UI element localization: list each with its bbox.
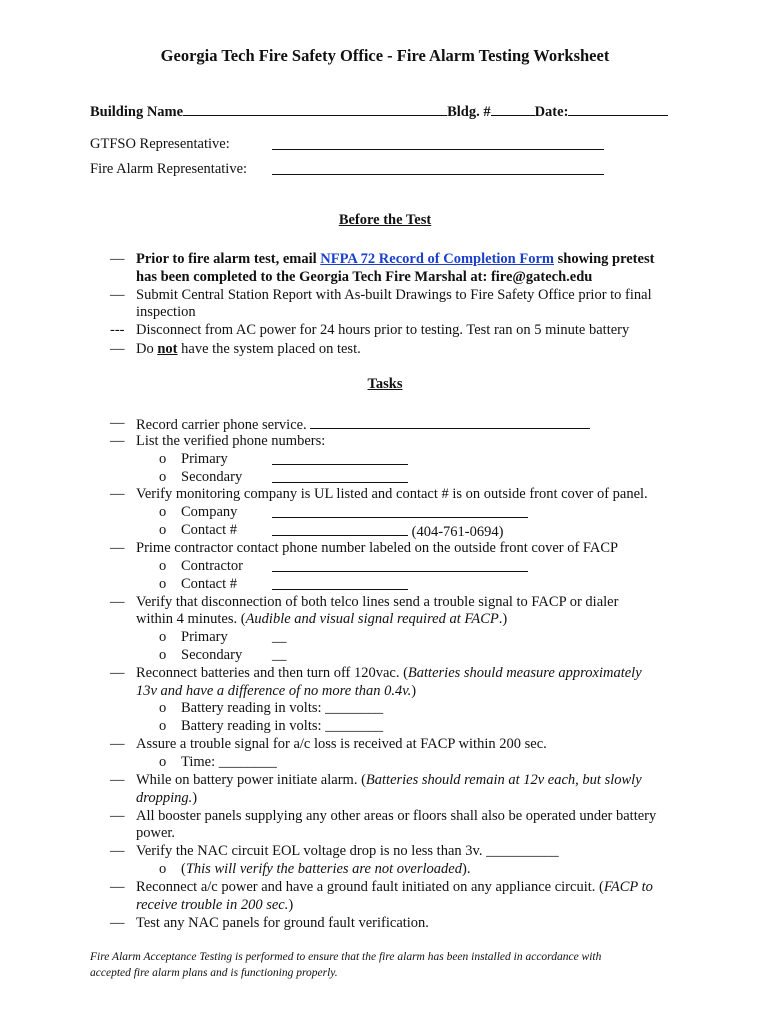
bldg-number-label: Bldg. # [447, 104, 491, 120]
fire-alarm-rep-field[interactable] [272, 161, 604, 175]
ground-fault-text: Reconnect a/c power and have a ground fault initiated on any appliance circuit. ( [136, 879, 604, 895]
task-reconnect-line2 [136, 683, 416, 700]
dash-bullet: --- [110, 322, 125, 338]
nac-note-open: ( [181, 861, 186, 877]
task-ground-fault [136, 879, 653, 896]
monitoring-contact-field[interactable] [272, 522, 408, 536]
task-booster: All booster panels supplying any other areas or floors shall also be operated under battery [136, 808, 657, 824]
dash-bullet: — [110, 843, 125, 859]
telco-secondary-label: Secondary [181, 647, 243, 663]
dash-bullet: — [110, 736, 125, 752]
nac-note-close: ). [461, 861, 471, 877]
sub-bullet: o [159, 522, 167, 538]
dash-bullet: — [110, 540, 125, 556]
dash-bullet: — [110, 808, 125, 824]
sub-bullet: o [159, 647, 167, 663]
task-battery-alarm [136, 772, 642, 789]
date-label: Date: [534, 104, 569, 120]
company-label: Company [181, 504, 238, 520]
company-field[interactable] [272, 504, 528, 518]
dash-bullet: — [110, 594, 125, 610]
sub-bullet: o [159, 558, 167, 574]
sub-bullet: o [159, 718, 167, 734]
ground-fault-end: ) [288, 897, 294, 913]
task-nac-panels: Test any NAC panels for ground fault verification. [136, 915, 429, 931]
gtfso-field[interactable] [272, 136, 604, 150]
building-name-field[interactable] [183, 102, 447, 116]
sub-bullet: o [159, 754, 167, 770]
dash-bullet: — [110, 879, 125, 895]
telco-primary-field[interactable]: __ [272, 629, 287, 645]
primary-phone-field[interactable] [272, 451, 408, 465]
dash-bullet: — [110, 251, 125, 267]
sub-bullet: o [159, 451, 167, 467]
battery-alarm-end: ) [192, 790, 198, 806]
secondary-phone-field[interactable] [272, 469, 408, 483]
task-battery-alarm-line2 [136, 790, 197, 807]
date-field[interactable] [568, 102, 668, 116]
telco-line2-note: Audible and visual signal required at FACP [245, 611, 499, 627]
tasks-heading: Tasks [367, 376, 403, 392]
task-telco: Verify that disconnection of both telco lines send a trouble signal to FACP or dialer [136, 594, 619, 610]
sub-bullet: o [159, 576, 167, 592]
reconnect-end: ) [411, 683, 417, 699]
contractor-contact-field[interactable] [272, 576, 408, 590]
dash-bullet: — [110, 415, 125, 431]
telco-primary-label: Primary [181, 629, 228, 645]
gtfso-label: GTFSO Representative: [90, 136, 230, 152]
nac-note [181, 861, 470, 878]
primary-phone-label: Primary [181, 451, 228, 467]
battery-reading-1[interactable]: Battery reading in volts: ________ [181, 700, 384, 716]
telco-secondary-field[interactable]: __ [272, 647, 287, 663]
nac-note-text: This will verify the batteries are not overloaded [185, 861, 462, 877]
before-item-2-line2: inspection [136, 304, 196, 320]
task-ac-loss: Assure a trouble signal for a/c loss is received at FACP within 200 sec. [136, 736, 547, 752]
before-item-4-emphasis: not [157, 341, 178, 357]
fire-alarm-rep-label: Fire Alarm Representative: [90, 161, 248, 177]
battery-alarm-text: While on battery power initiate alarm. ( [136, 772, 366, 788]
before-item-4-text: Do [136, 341, 158, 357]
dash-bullet: — [110, 665, 125, 681]
footer-line-2: accepted fire alarm plans and is functioning properly. [90, 967, 338, 979]
task-telco-line2 [136, 611, 507, 628]
task-booster-line2: power. [136, 825, 176, 841]
monitoring-contact-phone: (404-761-0694) [411, 524, 504, 540]
battery-alarm-note: Batteries should remain at 12v each, but slowly [365, 772, 642, 788]
bldg-number-field[interactable] [491, 102, 535, 116]
task-ground-fault-line2 [136, 897, 293, 914]
sub-bullet: o [159, 700, 167, 716]
task-monitoring: Verify monitoring company is UL listed and contact # is on outside front cover of panel. [136, 486, 648, 502]
task-reconnect-batteries [136, 665, 642, 682]
before-item-2: Submit Central Station Report with As-built Drawings to Fire Safety Office prior to final [136, 287, 652, 303]
page-title: Georgia Tech Fire Safety Office - Fire Alarm Testing Worksheet [160, 46, 610, 65]
before-item-1 [136, 251, 654, 268]
dash-bullet: — [110, 433, 125, 449]
before-item-1-text-end: showing pretest [553, 251, 655, 267]
task-phones: List the verified phone numbers: [136, 433, 326, 449]
sub-bullet: o [159, 861, 167, 877]
ground-fault-note: FACP to [603, 879, 653, 895]
dash-bullet: — [110, 341, 125, 357]
task-prime-contractor: Prime contractor contact phone number labeled on the outside front cover of FACP [136, 540, 619, 556]
contractor-label: Contractor [181, 558, 244, 574]
secondary-phone-label: Secondary [181, 469, 243, 485]
footer-note [90, 949, 690, 981]
footer-line-1: Fire Alarm Acceptance Testing is performed to ensure that the fire alarm has been installed in accordance with [90, 951, 602, 963]
dash-bullet: — [110, 915, 125, 931]
sub-bullet: o [159, 504, 167, 520]
before-item-1-text: Prior to fire alarm test, email [136, 251, 321, 267]
telco-line2-end: .) [498, 611, 508, 627]
battery-reading-2[interactable]: Battery reading in volts: ________ [181, 718, 384, 734]
dash-bullet: — [110, 772, 125, 788]
sub-bullet: o [159, 469, 167, 485]
time-field[interactable]: Time: ________ [181, 754, 277, 770]
reconnect-note: Batteries should measure approximately [407, 665, 642, 681]
sub-bullet: o [159, 629, 167, 645]
before-item-4 [136, 341, 361, 358]
building-name-row [90, 102, 668, 121]
contractor-contact-label: Contact # [181, 576, 237, 592]
battery-alarm-note-2: dropping. [136, 790, 193, 806]
task-nac-voltage: Verify the NAC circuit EOL voltage drop is no less than 3v. __________ [136, 843, 559, 859]
ground-fault-note-2: receive trouble in 200 sec. [136, 897, 289, 913]
telco-line2-text: within 4 minutes. ( [136, 611, 246, 627]
carrier-field[interactable] [310, 415, 590, 429]
nfpa-form-link[interactable]: NFPA 72 Record of Completion Form [320, 251, 554, 267]
before-item-4-text-end: have the system placed on test. [177, 341, 361, 357]
building-name-label: Building Name [90, 104, 184, 120]
before-item-1-line2: has been completed to the Georgia Tech Fire Marshal at: fire@gatech.edu [136, 269, 593, 285]
before-heading: Before the Test [338, 212, 432, 228]
before-item-3: Disconnect from AC power for 24 hours prior to testing. Test ran on 5 minute battery [136, 322, 630, 338]
dash-bullet: — [110, 287, 125, 303]
contractor-field[interactable] [272, 558, 528, 572]
task-carrier-text: Record carrier phone service. [136, 417, 307, 433]
task-carrier [136, 415, 590, 434]
dash-bullet: — [110, 486, 125, 502]
reconnect-note-2: 13v and have a difference of no more than 0.4v. [136, 683, 412, 699]
reconnect-text: Reconnect batteries and then turn off 120vac. ( [136, 665, 408, 681]
contact-label: Contact # [181, 522, 237, 538]
